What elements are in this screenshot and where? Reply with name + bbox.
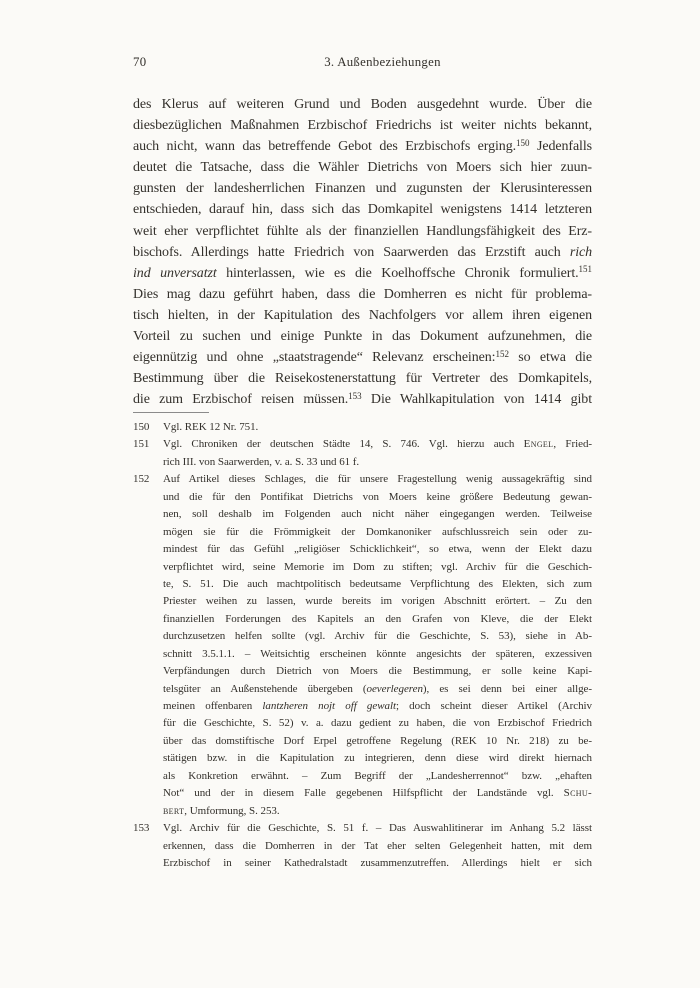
text-segment: Erzbischof in seiner Kathedralstadt zusammenzutreffen. Allerdings hielt er sich (163, 856, 592, 869)
text-line (133, 389, 592, 410)
text-line (163, 715, 592, 732)
page-header (133, 55, 592, 73)
text-segment: über das domstiftische Dorf Erpel getroffene Regelung (REK 10 Nr. 218) zu be- (163, 734, 592, 747)
text-line (133, 199, 592, 220)
text-segment: deutet die Tatsache, dass die Wähler Dietrichs von Moers sich hier zuun- (133, 160, 592, 176)
text-line (163, 471, 592, 488)
text-segment: mindest für das Gefühl „religiöser Schicklichkeit“, so etwa, wenn der Elekt dazu (163, 543, 592, 556)
text-segment: Engel (523, 438, 554, 451)
text-line (163, 750, 592, 767)
footnote-151 (133, 436, 592, 471)
text-segment: rich (569, 244, 592, 260)
text-line (163, 785, 592, 802)
text-line (163, 733, 592, 750)
text-line (163, 524, 592, 541)
footnote-text (163, 419, 592, 436)
text-segment: stätigen bzw. in die Kapitulation zu integrieren, denn diese wird direkt hiernach (163, 752, 592, 765)
text-line (163, 698, 592, 715)
text-segment: Priester weihen zu lassen, wurde bereits im vorigen Abschnitt erörtert. – Zu den (163, 595, 592, 608)
text-line (163, 611, 592, 628)
text-segment: Die Wahlkapitulation von 1414 gibt (361, 392, 592, 408)
text-segment: auch nicht, wann das betreffende Gebot des Erzbischofs erging. (133, 139, 516, 155)
text-line (133, 157, 592, 178)
text-segment: verpflichtet wird, seine Memorie im Dom zu stiften; vgl. Archiv für die Geschich- (163, 560, 592, 573)
text-line (133, 263, 592, 284)
text-segment: te, S. 51. Die auch machtpolitisch bedeutsame Verpflichtung des Elekten, sich zum (163, 577, 592, 590)
text-segment: oeverlegeren (366, 682, 423, 695)
text-line (133, 347, 592, 368)
text-segment: Vgl. Archiv für die Geschichte, S. 51 f. – Das Auswahlitinerar im Anhang 5.2 lässt (163, 822, 592, 835)
text-segment: durchzusetzen helfen sollte (vgl. Archiv für die Geschichte, S. 53), siehe in Ab- (163, 630, 592, 643)
text-line (133, 326, 592, 347)
text-segment: die zum Erzbischof reisen müssen. (133, 392, 349, 408)
text-line (163, 768, 592, 785)
text-line (163, 803, 592, 820)
text-line (163, 489, 592, 506)
footnote-number: 151 (133, 438, 150, 451)
footnote-separator (133, 412, 209, 413)
text-segment: weit eher verpflichtet fühlte als der finanziellen Handlungsfähigkeit des Erz- (133, 223, 592, 239)
footnote-150 (133, 419, 592, 436)
text-segment: für die Geschichte, S. 52) v. a. dazu gedient zu haben, die von Erzbischof Friedrich (163, 717, 592, 730)
text-line (133, 115, 592, 136)
page-number: 70 (133, 55, 147, 69)
footnotes (133, 419, 592, 872)
footnote-text (163, 436, 592, 471)
text-segment: telsgüter an Außenstehende übergeben ( (163, 682, 367, 695)
text-segment: Vgl. Chroniken der deutschen Städte 14, S. 746. Vgl. hierzu auch (163, 438, 524, 451)
text-line (163, 593, 592, 610)
running-head: 3. Außenbeziehungen (324, 55, 441, 69)
footnote-152 (133, 471, 592, 820)
text-line (133, 242, 592, 263)
text-line (133, 136, 592, 157)
text-line (163, 541, 592, 558)
text-segment: entschieden, darauf hin, dass sich das Domkapitel wenigstens 1414 letzteren (133, 202, 592, 218)
text-line (163, 681, 592, 698)
text-segment: Jedenfalls (529, 139, 592, 155)
text-segment: mögen sie für die Frömmigkeit der Domkanoniker aufschlussreich sein oder zu- (163, 525, 592, 538)
text-line (133, 368, 592, 389)
text-segment: nen, soll deshalb im Folgenden auch nicht näher eingegangen werden. Teilweise (163, 508, 592, 521)
footnote-reference: 150 (516, 137, 530, 148)
text-segment: Dies mag dazu geführt haben, dass die Domherren es nicht für problema- (133, 286, 592, 302)
text-segment: Auf Artikel dieses Schlages, die für unsere Fragestellung wenig aussagekräftig sind (163, 473, 592, 486)
footnote-number: 152 (133, 473, 150, 486)
footnote-number: 150 (133, 421, 150, 433)
footnote-number: 153 (133, 822, 150, 835)
text-segment: erkennen, dass die Domherren in der Tat eher selten Gelegenheit hatten, mit dem (163, 839, 592, 852)
text-segment: tisch hielten, in der Kapitulation des Nachfolgers vor allem ihren eigenen (133, 307, 592, 323)
text-segment: rich III. von Saarwerden, v. a. S. 33 und 61 f. (163, 455, 360, 468)
text-line (163, 646, 592, 663)
text-segment: ind unversatzt (133, 265, 217, 281)
text-line (163, 419, 592, 436)
text-segment: ; doch scheint dieser Artikel (Archiv (395, 700, 592, 713)
text-segment: diesbezüglichen Maßnahmen Erzbischof Friedrichs ist weiter nichts bekannt, (133, 118, 592, 134)
text-line (163, 436, 592, 453)
text-line (163, 506, 592, 523)
text-line (133, 221, 592, 242)
text-segment: gunsten der landesherrlichen Finanzen und zugunsten der Klerusinteressen (133, 181, 592, 197)
footnote-text (163, 820, 592, 872)
text-line (133, 94, 592, 115)
text-segment: bert (163, 804, 185, 817)
text-segment: lantzheren nojt off gewalt (262, 700, 396, 713)
text-segment: hinterlassen, wie es die Koelhoffsche Chronik formuliert. (216, 265, 579, 281)
main-text (133, 94, 592, 410)
text-segment: Schu- (563, 787, 592, 800)
text-segment: so etwa die (508, 350, 592, 366)
text-segment: , Fried- (553, 438, 592, 451)
footnote-reference: 152 (495, 348, 509, 359)
text-segment: ), es sei denn bei einer allge- (422, 682, 592, 695)
text-segment: und die für den Pontifikat Dietrichs von Moers keine größere Bedeutung gewan- (163, 490, 592, 503)
text-line (163, 628, 592, 645)
text-line (133, 284, 592, 305)
text-segment: eigennützig und ohne „staatstragende“ Relevanz erscheinen: (133, 350, 496, 366)
footnote-reference: 151 (578, 264, 592, 275)
text-segment: Verpfändungen durch Dietrich von Moers die Bestimmung, er solle keine Kapi- (163, 665, 592, 678)
text-line (133, 305, 592, 326)
text-line (163, 576, 592, 593)
text-line (163, 559, 592, 576)
text-line (163, 855, 592, 872)
footnote-text (163, 471, 592, 820)
text-segment: Not“ und der in diesem Falle gegebenen Hilfspflicht der Landstände vgl. (163, 787, 564, 800)
text-segment: bischofs. Allerdings hatte Friedrich von Saarwerden das Erzstift auch (133, 244, 570, 260)
text-line (163, 820, 592, 837)
text-segment: des Klerus auf weiteren Grund und Boden ausgedehnt wurde. Über die (133, 97, 592, 112)
text-segment: Vorteil zu suchen und einige Punkte in das Dokument aufzunehmen, die (133, 329, 592, 345)
footnote-153 (133, 820, 592, 872)
text-line (163, 663, 592, 680)
text-segment: meinen offenbaren (163, 700, 263, 713)
text-line (163, 454, 592, 471)
text-segment: schnitt 3.5.1.1. – Weitsichtig erscheinen könnte angesichts der späteren, exzessiven (163, 647, 592, 660)
text-line (133, 178, 592, 199)
text-segment: , Umformung, S. 253. (184, 804, 280, 817)
footnote-reference: 153 (348, 390, 362, 401)
text-segment: Vgl. REK 12 Nr. 751. (163, 421, 259, 433)
text-segment: als Konkretion erwähnt. – Zum Begriff der „Landesherrennot“ bzw. „ehaften (163, 769, 592, 782)
text-segment: finanziellen Forderungen des Kapitels an den Grafen von Kleve, die der Elekt (163, 612, 592, 625)
text-segment: Bestimmung über die Reisekostenerstattung für Vertreter des Domkapitels, (133, 371, 592, 387)
text-line (163, 838, 592, 855)
